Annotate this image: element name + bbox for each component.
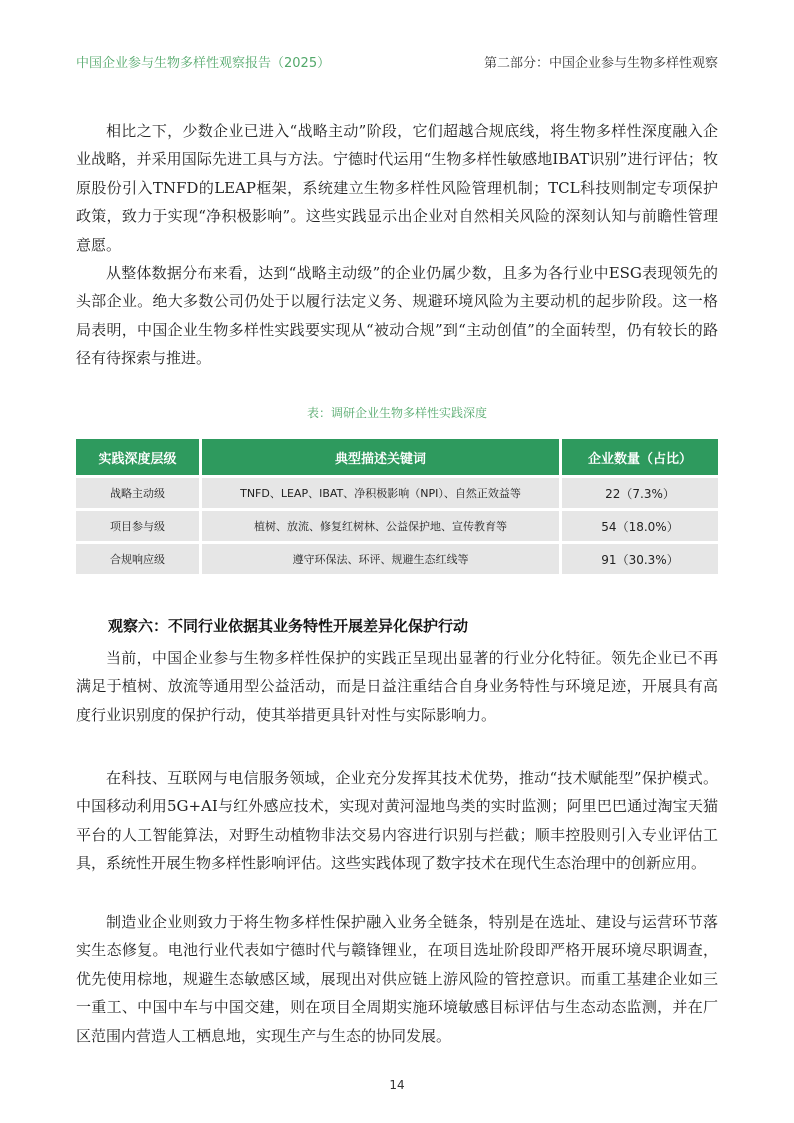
table-cell-count: 54（18.0%） [562,511,718,541]
table-cell-keywords: TNFD、LEAP、IBAT、净积极影响（NPI）、自然正效益等 [202,478,562,508]
table-row [76,544,718,574]
table-caption: 表：调研企业生物多样性实践深度 [306,406,487,420]
page-header [76,52,718,72]
table-cell-level: 战略主动级 [76,478,202,508]
section-heading: 观察六：不同行业依据其业务特性开展差异化保护行动 [108,617,469,635]
table-row [76,511,718,541]
paragraph-overall-distribution: 从整体数据分布来看，达到“战略主动级”的企业仍属少数，且多为各行业中ESG表现领先的头部企业。绝大多数公司仍处于以履行法定义务、规避环境风险为主要动机的起步阶段。这一格局表明，中国企业生物多样性实践要实现从“被动合规”到“主动创值”的全面转型，仍有较长的路径有待探索与推进。 [76,264,718,368]
table-header-level: 实践深度层级 [76,439,202,475]
page-number: 14 [389,1078,405,1092]
table-header-keywords: 典型描述关键词 [202,439,562,475]
paragraph-tech-sector: 在科技、互联网与电信服务领域，企业充分发挥其技术优势，推动“技术赋能型”保护模式。中国移动利用5G+AI与红外感应技术，实现对黄河湿地鸟类的实时监测；阿里巴巴通过淘宝天猫平台的人工智能算法，对野生动植物非法交易内容进行识别与拦截；顺丰控股则引入专业评估工具，系统性开展生物多样性影响评估。这些实践体现了数字技术在现代生态治理中的创新应用。 [76,769,718,873]
practice-depth-table [76,436,718,577]
paragraph-strategic-active: 相比之下，少数企业已进入“战略主动”阶段，它们超越合规底线，将生物多样性深度融入企业战略，并采用国际先进工具与方法。宁德时代运用“生物多样性敏感地IBAT识别”进行评估；牧原股份引入TNFD的LEAP框架，系统建立生物多样性风险管理机制；TCL科技则制定专项保护政策，致力于实现“净积极影响”。这些实践显示出企业对自然相关风险的深刻认知与前瞻性管理意愿。 [76,122,718,254]
table-cell-count: 22（7.3%） [562,478,718,508]
table-row [76,478,718,508]
paragraph-industry-differentiation: 当前，中国企业参与生物多样性保护的实践正呈现出显著的行业分化特征。领先企业已不再满足于植树、放流等通用型公益活动，而是日益注重结合自身业务特性与环境足迹，开展具有高度行业识别度的保护行动，使其举措更具针对性与实际影响力。 [76,649,718,724]
section-part-title: 第二部分：中国企业参与生物多样性观察 [483,56,718,71]
paragraph-manufacturing-sector: 制造业企业则致力于将生物多样性保护融入业务全链条，特别是在选址、建设与运营环节落实生态修复。电池行业代表如宁德时代与赣锋锂业，在项目选址阶段即严格开展环境尽职调查，优先使用棕地，规避生态敏感区域，展现出对供应链上游风险的管控意识。而重工基建企业如三一重工、中国中车与中国交建，则在项目全周期实施环境敏感目标评估与生态动态监测，并在厂区范围内营造人工栖息地，实现生产与生态的协同发展。 [76,913,718,1045]
table-cell-count: 91（30.3%） [562,544,718,574]
table-cell-keywords: 遵守环保法、环评、规避生态红线等 [202,544,562,574]
report-title: 中国企业参与生物多样性观察报告（2025） [76,56,331,71]
table-header-count: 企业数量（占比） [562,439,718,475]
table-cell-level: 合规响应级 [76,544,202,574]
table-header-row [76,439,718,475]
table-cell-keywords: 植树、放流、修复红树林、公益保护地、宣传教育等 [202,511,562,541]
table-cell-level: 项目参与级 [76,511,202,541]
